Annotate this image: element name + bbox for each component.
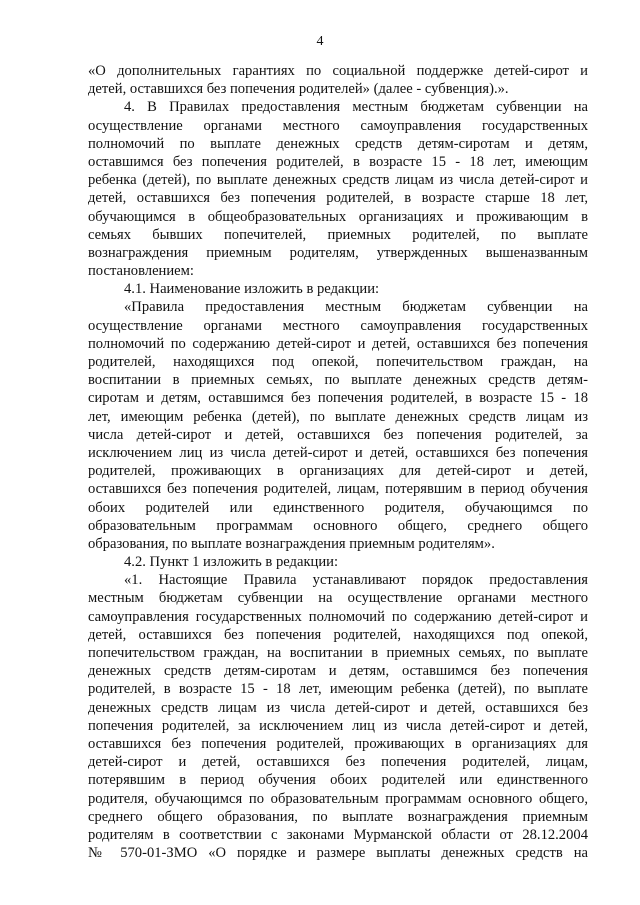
text-line: детей, оставшихся без попечения родителей, в возрасте старше 18 лет,	[88, 190, 588, 207]
text-line: образования, по выплате вознаграждения приемным родителям».	[88, 535, 495, 552]
text-line: обучающимся в общеобразовательных организациях и проживающим в	[88, 208, 588, 225]
text-line: образовательным программам основного общего, среднего общего	[88, 517, 588, 534]
text-line: родителей, проживающих в организациях для детей-сирот и детей,	[88, 463, 588, 480]
text-line: полномочий по содержанию детей-сирот и детей, оставшихся без попечения	[88, 335, 588, 352]
text-line: попечительством граждан, на воспитании в приемных семьях, по выплате	[88, 645, 588, 661]
paragraph-4-1-heading: 4.1. Наименование изложить в редакции:	[124, 281, 380, 298]
paragraph-rules-title-start: «Правила предоставления местным бюджетам субвенции на	[124, 299, 588, 316]
text-line: потерявшим в период обучения обоих родителей или единственного	[88, 772, 588, 789]
text-line: воспитании в приемных семьях, по выплате денежных средств детям-	[88, 372, 588, 389]
text-line: детей-сирот и детей, оставшихся без попечения родителей, лицам,	[88, 754, 588, 771]
text-line: вознаграждения приемным родителям, утвержденных вышеназванным	[88, 244, 588, 261]
text-line: денежных средств лицам из числа детей-сирот и детей, оставшихся без	[88, 699, 588, 716]
text-line: родителей, находящихся под опекой, попечительством граждан, на	[88, 354, 588, 370]
text-line: постановлением:	[88, 263, 194, 280]
text-line: обоих родителей или единственного родителя, обучающимся по	[88, 499, 588, 516]
text-line: № 570-01-ЗМО «О порядке и размере выплаты денежных средств на	[88, 845, 588, 862]
document-body	[88, 62, 588, 862]
text-line: самоуправления государственных полномочий по содержанию детей-сирот и	[88, 608, 588, 625]
text-line: оставшихся без попечения родителей, лицам, потерявшим в период обучения	[88, 481, 588, 498]
text-line: оставшимся без попечения родителей, в возрасте 15 - 18 лет, имеющим	[88, 153, 588, 170]
text-line: семьях бывших попечителей, приемных родителей, по выплате	[88, 226, 588, 243]
text-line: попечения родителей, за исключением лиц из числа детей-сирот и детей,	[88, 717, 588, 734]
text-line: ребенка (детей), по выплате денежных средств лицам из числа детей-сирот и	[88, 172, 588, 189]
text-line: оставшихся без попечения родителей, проживающих в организациях для	[88, 735, 588, 752]
text-line: родителям в соответствии с законами Мурманской области от 28.12.2004	[88, 826, 588, 843]
text-line: числа детей-сирот и детей, оставшихся без попечения родителей, за	[88, 426, 588, 443]
text-line: осуществление органами местного самоуправления государственных	[88, 317, 588, 334]
text-line: родителей, в возрасте 15 - 18 лет, имеющим ребенка (детей), по выплате	[88, 681, 588, 698]
paragraph-4-2-heading: 4.2. Пункт 1 изложить в редакции:	[124, 554, 339, 571]
text-line: исключением лиц из числа детей-сирот и детей, оставшихся без попечения	[88, 444, 588, 461]
page-number: 4	[316, 34, 324, 49]
text-line: лет, имеющим ребенка (детей), по выплате денежных средств лицам из	[88, 408, 588, 425]
text-line: сиротам и детям, оставшимся без попечения родителей, в возрасте 15 - 18	[88, 390, 588, 407]
text-line: полномочий по выплате денежных средств детям-сиротам и детям,	[88, 135, 588, 152]
text-line: местным бюджетам субвенции на осуществление органами местного	[88, 590, 588, 607]
paragraph-4-start: 4. В Правилах предоставления местным бюджетам субвенции на	[124, 99, 588, 116]
text-line: родителя, обучающимся по образовательным программам основного общего,	[88, 790, 588, 807]
paragraph-point-1-start: «1. Настоящие Правила устанавливают порядок предоставления	[124, 572, 588, 589]
text-line: детей, оставшихся без попечения родителей, находящихся под опекой,	[88, 626, 588, 643]
text-line: осуществление органами местного самоуправления государственных	[88, 117, 588, 134]
text-line: «О дополнительных гарантиях по социальной поддержке детей-сирот и	[88, 63, 588, 79]
text-line: детей, оставшихся без попечения родителей» (далее - субвенция).».	[88, 81, 509, 98]
text-line: среднего общего образования, по выплате вознаграждения приемным	[88, 808, 588, 825]
text-line: денежных средств детям-сиротам и детям, оставшимся без попечения	[88, 663, 588, 680]
